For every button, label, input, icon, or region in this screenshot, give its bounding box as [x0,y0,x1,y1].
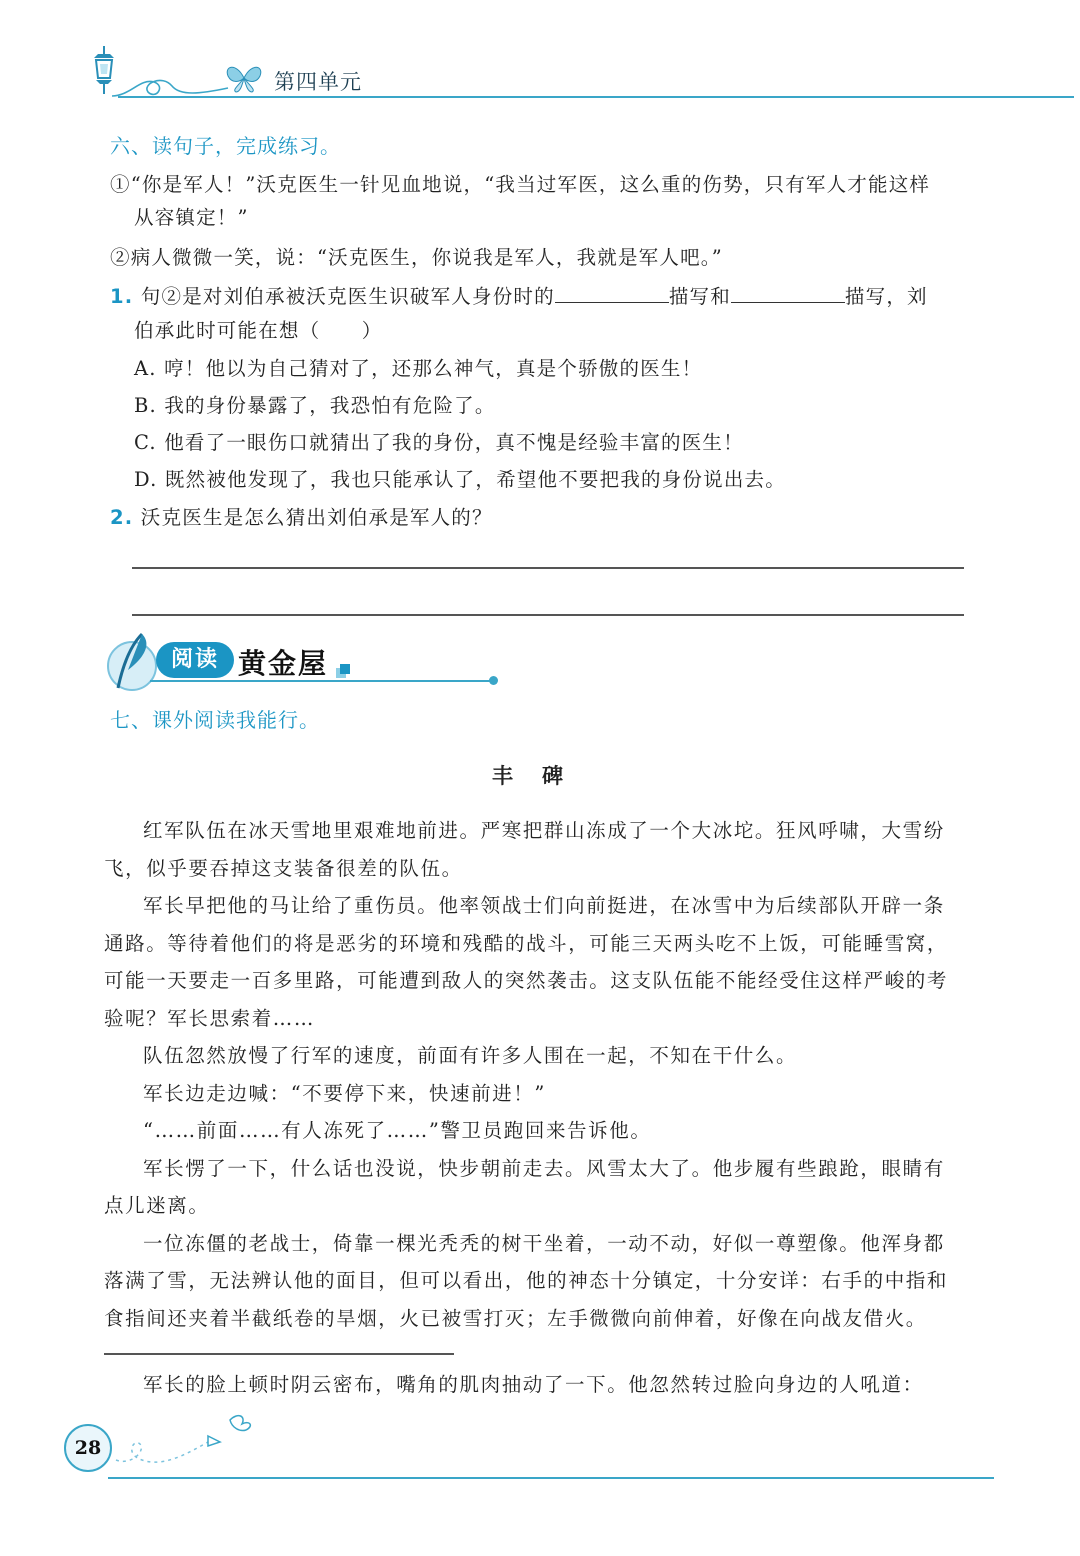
story-paragraph-2: 军长早把他的马让给了重伤员。他率领战士们向前挺进，在冰雪中为后续部队开辟一条通路。等待着他们的将是恶劣的环境和残酷的战斗，可能三天两头吃不上饭，可能睡雪窝，可能一天要走一百多里路，可能遭到敌人的突然袭击。这支队伍能不能经受住这样严峻的考验呢？军长思索着…… [104,894,949,1030]
story-paragraph-1: 红军队伍在冰天雪地里艰难地前进。严寒把群山冻成了一个大冰坨。狂风呼啸，大雪纷飞，似乎要吞掉这支装备很差的队伍。 [104,819,945,880]
dotted-flight-decoration [112,1410,262,1470]
banner-title: 黄金屋 [238,647,329,680]
banner-rule [150,680,492,682]
sentence-1-line-1: ①“你是军人！”沃克医生一针见血地说，“我当过军医，这么重的伤势，只有军人才能这样 [110,173,931,196]
blank-2[interactable] [731,280,845,303]
story-body [104,812,962,1337]
question-2-text: 沃克医生是怎么猜出刘伯承是军人的？ [140,506,493,529]
question-1 [110,278,980,315]
answer-line-2[interactable] [132,614,964,616]
unit-title: 第四单元 [274,70,362,94]
header-rule [118,96,1074,98]
section-6-heading: 六、读句子，完成练习。 [110,134,341,158]
question-1-line-2: 伯承此时可能在想（ ） [134,319,383,342]
option-d: D. 既然被他发现了，我也只能承认了，希望他不要把我的身份说出去。 [134,468,786,491]
banner-rule-dot [489,676,498,685]
story-paragraph-5: “……前面……有人冻死了……”警卫员跑回来告诉他。 [143,1119,652,1142]
sentence-1-line-2: 从容镇定！” [134,206,249,229]
page-number: 28 [64,1424,112,1472]
option-a: A. 哼！他以为自己猜对了，还那么神气，真是个骄傲的医生！ [134,357,703,380]
question-1-number: 1. [110,285,134,308]
question-2 [110,499,493,536]
option-c: C. 他看了一眼伤口就猜出了我的身份，真不愧是经验丰富的医生！ [134,431,744,454]
sentence-2: ②病人微微一笑，说：“沃克医生，你说我是军人，我就是军人吧。” [110,246,723,269]
story-paragraph-6: 军长愣了一下，什么话也没说，快步朝前走去。风雪太大了。他步履有些踉跄，眼睛有点儿迷离。 [104,1156,945,1217]
option-b: B. 我的身份暴露了，我恐怕有危险了。 [134,394,496,417]
footnote-rule [104,1353,454,1355]
blank-1[interactable] [555,280,669,303]
butterfly-icon [222,60,266,94]
question-2-number: 2. [110,506,134,529]
question-1-text-a: 句②是对刘伯承被沃克医生识破军人身份时的 [140,285,555,308]
story-paragraph-7: 一位冻僵的老战士，倚靠一棵光秃秃的树干坐着，一动不动，好似一尊塑像。他浑身都落满了雪，无法辨认他的面目，但可以看出，他的神态十分镇定，十分安详：右手的中指和食指间还夹着半截纸卷的旱烟，火已被雪打灭；左手微微向前伸着，好像在向战友借火。 [104,1231,949,1330]
story-paragraph-4: 军长边走边喊：“不要停下来，快速前进！” [143,1081,546,1105]
story-continuation [104,1366,962,1404]
story-paragraph-8: 军长的脸上顿时阴云密布，嘴角的肌肉抽动了一下。他忽然转过脸向身边的人吼道： [143,1373,924,1396]
section-7-heading: 七、课外阅读我能行。 [110,708,320,732]
banner-badge: 阅读 [156,642,234,678]
story-paragraph-3: 队伍忽然放慢了行军的速度，前面有许多人围在一起，不知在干什么。 [143,1044,798,1067]
question-1-text-c: 描写，刘 [844,285,928,308]
swirl-decoration [110,66,230,100]
footer-rule [108,1477,994,1479]
answer-line-1[interactable] [132,567,964,569]
banner-square-icon [340,664,350,674]
question-1-text-b: 描写和 [668,285,731,308]
story-title: 丰 碑 [492,764,567,788]
